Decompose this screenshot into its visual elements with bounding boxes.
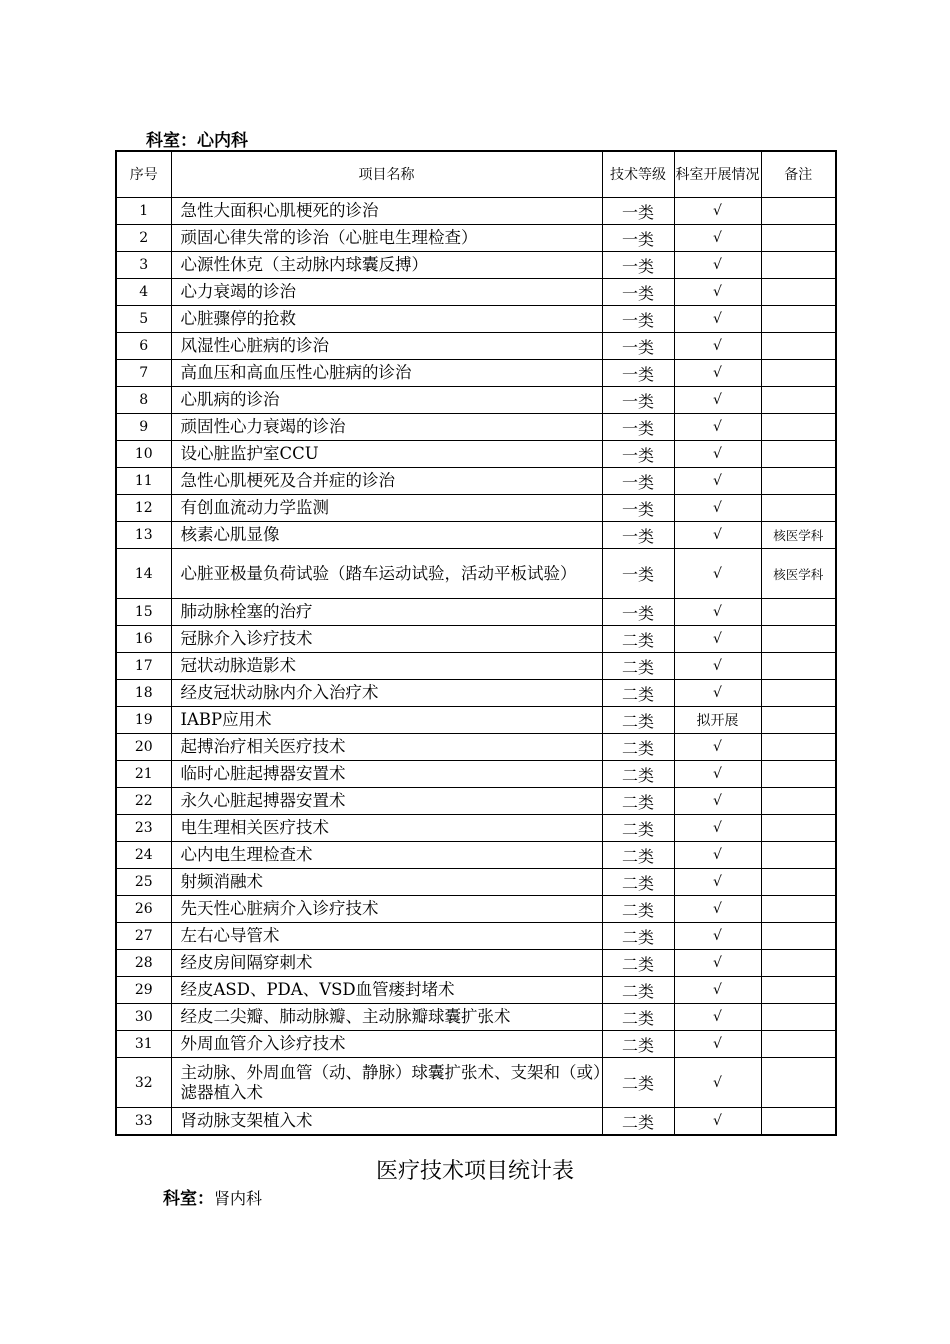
row-status: √ <box>674 1031 761 1058</box>
row-number: 28 <box>116 950 171 977</box>
row-note <box>761 225 836 252</box>
table-row <box>116 815 836 842</box>
row-status: √ <box>674 761 761 788</box>
row-tech-level: 一类 <box>602 522 674 549</box>
table-row <box>116 626 836 653</box>
row-tech-level: 二类 <box>602 788 674 815</box>
table-row <box>116 387 836 414</box>
row-tech-level: 二类 <box>602 734 674 761</box>
row-item-name: 主动脉、外周血管（动、静脉）球囊扩张术、支架和（或）滤器植入术 <box>171 1058 602 1108</box>
row-number: 2 <box>116 225 171 252</box>
row-note <box>761 950 836 977</box>
row-note <box>761 869 836 896</box>
row-number: 21 <box>116 761 171 788</box>
row-item-name: 射频消融术 <box>171 869 602 896</box>
row-number: 30 <box>116 1004 171 1031</box>
row-status: √ <box>674 549 761 599</box>
row-note <box>761 414 836 441</box>
row-number: 11 <box>116 468 171 495</box>
header-name: 项目名称 <box>171 151 602 198</box>
row-status: √ <box>674 653 761 680</box>
table-row <box>116 1058 836 1108</box>
row-number: 23 <box>116 815 171 842</box>
row-item-name: 先天性心脏病介入诊疗技术 <box>171 896 602 923</box>
row-note: 核医学科 <box>761 522 836 549</box>
row-note <box>761 653 836 680</box>
row-number: 22 <box>116 788 171 815</box>
row-tech-level: 二类 <box>602 1031 674 1058</box>
row-note <box>761 734 836 761</box>
row-status: √ <box>674 923 761 950</box>
table-row <box>116 788 836 815</box>
row-note <box>761 468 836 495</box>
row-number: 13 <box>116 522 171 549</box>
table-row <box>116 1031 836 1058</box>
row-number: 10 <box>116 441 171 468</box>
row-item-name: 心脏亚极量负荷试验（踏车运动试验，活动平板试验） <box>171 549 602 599</box>
row-number: 20 <box>116 734 171 761</box>
row-note <box>761 333 836 360</box>
row-tech-level: 二类 <box>602 761 674 788</box>
row-note: 核医学科 <box>761 549 836 599</box>
row-tech-level: 二类 <box>602 977 674 1004</box>
row-number: 19 <box>116 707 171 734</box>
row-number: 16 <box>116 626 171 653</box>
row-item-name: 冠脉介入诊疗技术 <box>171 626 602 653</box>
row-tech-level: 一类 <box>602 441 674 468</box>
row-tech-level: 一类 <box>602 306 674 333</box>
header-status: 科室开展情况 <box>674 151 761 198</box>
table-row <box>116 468 836 495</box>
row-item-name: 肺动脉栓塞的治疗 <box>171 599 602 626</box>
row-status: √ <box>674 468 761 495</box>
row-note <box>761 1058 836 1108</box>
row-tech-level: 二类 <box>602 626 674 653</box>
row-item-name: 起搏治疗相关医疗技术 <box>171 734 602 761</box>
table-row <box>116 761 836 788</box>
row-number: 8 <box>116 387 171 414</box>
row-number: 29 <box>116 977 171 1004</box>
row-status: √ <box>674 198 761 225</box>
row-note <box>761 306 836 333</box>
row-tech-level: 一类 <box>602 549 674 599</box>
row-item-name: 急性大面积心肌梗死的诊治 <box>171 198 602 225</box>
row-number: 25 <box>116 869 171 896</box>
row-item-name: 顽固心律失常的诊治（心脏电生理检查） <box>171 225 602 252</box>
row-status: √ <box>674 734 761 761</box>
section-title: 医疗技术项目统计表 <box>375 1159 574 1184</box>
row-status: √ <box>674 333 761 360</box>
table-row <box>116 896 836 923</box>
row-tech-level: 一类 <box>602 387 674 414</box>
table-row <box>116 599 836 626</box>
row-item-name: 急性心肌梗死及合并症的诊治 <box>171 468 602 495</box>
row-note <box>761 923 836 950</box>
row-item-name: 临时心脏起搏器安置术 <box>171 761 602 788</box>
row-item-name: 永久心脏起搏器安置术 <box>171 788 602 815</box>
row-tech-level: 一类 <box>602 414 674 441</box>
row-item-name: 心脏骤停的抢救 <box>171 306 602 333</box>
row-number: 24 <box>116 842 171 869</box>
row-note <box>761 279 836 306</box>
row-item-name: 心源性休克（主动脉内球囊反搏） <box>171 252 602 279</box>
row-note <box>761 387 836 414</box>
row-tech-level: 二类 <box>602 842 674 869</box>
row-note <box>761 815 836 842</box>
row-note <box>761 896 836 923</box>
row-tech-level: 一类 <box>602 198 674 225</box>
row-note <box>761 360 836 387</box>
row-number: 5 <box>116 306 171 333</box>
table-header-row <box>116 151 836 198</box>
table-row <box>116 549 836 599</box>
row-number: 33 <box>116 1108 171 1136</box>
row-note <box>761 707 836 734</box>
row-note <box>761 599 836 626</box>
row-status: √ <box>674 896 761 923</box>
row-item-name: 外周血管介入诊疗技术 <box>171 1031 602 1058</box>
table-row <box>116 977 836 1004</box>
table-row <box>116 333 836 360</box>
row-tech-level: 一类 <box>602 360 674 387</box>
row-item-name: 风湿性心脏病的诊治 <box>171 333 602 360</box>
row-note <box>761 198 836 225</box>
row-number: 4 <box>116 279 171 306</box>
department-name: 肾内科 <box>214 1189 263 1208</box>
row-item-name: 心内电生理检查术 <box>171 842 602 869</box>
row-status: √ <box>674 414 761 441</box>
row-number: 1 <box>116 198 171 225</box>
row-item-name: 左右心导管术 <box>171 923 602 950</box>
row-note <box>761 788 836 815</box>
row-item-name: 顽固性心力衰竭的诊治 <box>171 414 602 441</box>
row-note <box>761 842 836 869</box>
row-tech-level: 二类 <box>602 923 674 950</box>
row-number: 6 <box>116 333 171 360</box>
department-label-2 <box>163 1184 262 1209</box>
row-item-name: 经皮ASD、PDA、VSD血管瘘封堵术 <box>171 977 602 1004</box>
row-status: √ <box>674 495 761 522</box>
row-note <box>761 626 836 653</box>
row-tech-level: 二类 <box>602 653 674 680</box>
table-row <box>116 1004 836 1031</box>
row-status: √ <box>674 977 761 1004</box>
row-tech-level: 二类 <box>602 869 674 896</box>
row-status: √ <box>674 225 761 252</box>
row-status: √ <box>674 842 761 869</box>
table-row <box>116 279 836 306</box>
department-prefix: 科室： <box>163 1189 214 1209</box>
row-number: 14 <box>116 549 171 599</box>
row-status: √ <box>674 950 761 977</box>
row-tech-level: 二类 <box>602 707 674 734</box>
row-status: √ <box>674 441 761 468</box>
row-note <box>761 1031 836 1058</box>
table-row <box>116 225 836 252</box>
row-status: √ <box>674 869 761 896</box>
table-row <box>116 441 836 468</box>
row-tech-level: 二类 <box>602 1058 674 1108</box>
row-item-name: 经皮二尖瓣、肺动脉瓣、主动脉瓣球囊扩张术 <box>171 1004 602 1031</box>
row-number: 3 <box>116 252 171 279</box>
row-number: 15 <box>116 599 171 626</box>
row-note <box>761 977 836 1004</box>
table-row <box>116 923 836 950</box>
row-status: √ <box>674 387 761 414</box>
row-tech-level: 一类 <box>602 252 674 279</box>
table-row <box>116 495 836 522</box>
row-tech-level: 一类 <box>602 468 674 495</box>
table-row <box>116 707 836 734</box>
row-number: 26 <box>116 896 171 923</box>
row-status: √ <box>674 626 761 653</box>
table-row <box>116 842 836 869</box>
row-item-name: 经皮房间隔穿刺术 <box>171 950 602 977</box>
table-row <box>116 653 836 680</box>
row-tech-level: 一类 <box>602 225 674 252</box>
row-tech-level: 二类 <box>602 950 674 977</box>
row-number: 12 <box>116 495 171 522</box>
row-item-name: 心力衰竭的诊治 <box>171 279 602 306</box>
row-item-name: 有创血流动力学监测 <box>171 495 602 522</box>
row-status: √ <box>674 360 761 387</box>
row-number: 18 <box>116 680 171 707</box>
row-item-name: IABP应用术 <box>171 707 602 734</box>
row-status: √ <box>674 252 761 279</box>
row-number: 9 <box>116 414 171 441</box>
table-row <box>116 869 836 896</box>
row-number: 7 <box>116 360 171 387</box>
row-note <box>761 495 836 522</box>
table-row <box>116 252 836 279</box>
row-tech-level: 一类 <box>602 599 674 626</box>
header-level: 技术等级 <box>602 151 674 198</box>
row-item-name: 心肌病的诊治 <box>171 387 602 414</box>
row-tech-level: 一类 <box>602 279 674 306</box>
row-tech-level: 一类 <box>602 495 674 522</box>
table-row <box>116 198 836 225</box>
table-row <box>116 680 836 707</box>
row-item-name: 冠状动脉造影术 <box>171 653 602 680</box>
row-item-name: 设心脏监护室CCU <box>171 441 602 468</box>
header-note: 备注 <box>761 151 836 198</box>
row-item-name: 高血压和高血压性心脏病的诊治 <box>171 360 602 387</box>
row-item-name: 核素心肌显像 <box>171 522 602 549</box>
row-note <box>761 441 836 468</box>
row-item-name: 电生理相关医疗技术 <box>171 815 602 842</box>
row-tech-level: 二类 <box>602 815 674 842</box>
row-status: 拟开展 <box>674 707 761 734</box>
row-status: √ <box>674 788 761 815</box>
row-item-name: 经皮冠状动脉内介入治疗术 <box>171 680 602 707</box>
table-row <box>116 734 836 761</box>
row-tech-level: 二类 <box>602 1004 674 1031</box>
row-status: √ <box>674 680 761 707</box>
row-tech-level: 二类 <box>602 680 674 707</box>
row-status: √ <box>674 522 761 549</box>
row-tech-level: 二类 <box>602 1108 674 1136</box>
header-no: 序号 <box>116 151 171 198</box>
row-item-name: 肾动脉支架植入术 <box>171 1108 602 1136</box>
row-note <box>761 761 836 788</box>
row-number: 27 <box>116 923 171 950</box>
row-number: 31 <box>116 1031 171 1058</box>
row-note <box>761 1108 836 1136</box>
row-status: √ <box>674 306 761 333</box>
row-tech-level: 二类 <box>602 896 674 923</box>
row-status: √ <box>674 279 761 306</box>
table-row <box>116 950 836 977</box>
row-note <box>761 680 836 707</box>
row-tech-level: 一类 <box>602 333 674 360</box>
row-status: √ <box>674 815 761 842</box>
table-row <box>116 360 836 387</box>
row-status: √ <box>674 599 761 626</box>
table-row <box>116 306 836 333</box>
table-row <box>116 522 836 549</box>
row-status: √ <box>674 1058 761 1108</box>
table-row <box>116 414 836 441</box>
row-status: √ <box>674 1108 761 1136</box>
table-row <box>116 1108 836 1136</box>
row-status: √ <box>674 1004 761 1031</box>
row-number: 32 <box>116 1058 171 1108</box>
row-note <box>761 1004 836 1031</box>
row-number: 17 <box>116 653 171 680</box>
row-note <box>761 252 836 279</box>
department-label: 科室：心内科 <box>146 131 248 151</box>
tech-items-table <box>115 150 837 1136</box>
